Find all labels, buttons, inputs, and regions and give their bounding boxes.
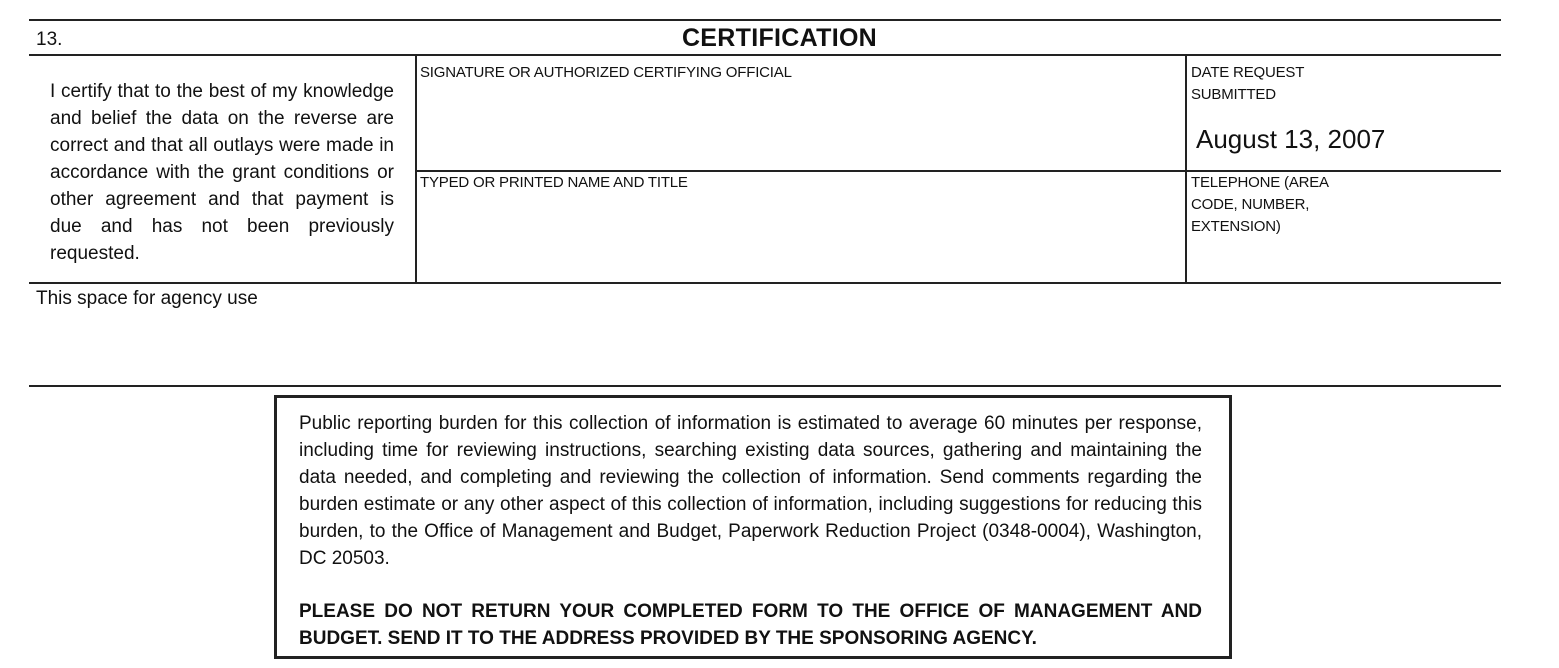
burden-statement: Public reporting burden for this collection of information is estimated to average 60 minutes per response, including time for reviewing instructions, searching existing data sources, gathering and maintaining the data needed, and completing and reviewing the collection of information. Send comments regarding the burden estimate or any other aspect of this collection of information, including suggestions for reducing this burden, to the Office of Management and Budget, Paperwork Reduction Project (0348-0004), Washington, DC 20503.	[299, 413, 1202, 569]
name-title-field[interactable]	[418, 196, 1183, 280]
date-field-label	[1191, 62, 1304, 106]
section-title: CERTIFICATION	[681, 24, 878, 52]
date-label-line1: DATE REQUEST	[1191, 64, 1305, 81]
section-number: 13.	[36, 29, 63, 50]
top-rule	[29, 19, 1501, 21]
agency-bottom-rule	[29, 385, 1501, 387]
date-column-divider	[1185, 54, 1187, 284]
telephone-label-line3: EXTENSION)	[1191, 218, 1281, 235]
name-title-field-label: TYPED OR PRINTED NAME AND TITLE	[420, 174, 688, 191]
date-submitted-value[interactable]: August 13, 2007	[1196, 124, 1386, 154]
certification-statement: I certify that to the best of my knowledge and belief the data on the reverse are correct and that all outlays were made in accordance with the grant conditions or other agreement and that payment is due and has not been previously requested.	[50, 81, 394, 264]
signature-field[interactable]	[418, 86, 1183, 168]
telephone-label-line2: CODE, NUMBER,	[1191, 196, 1310, 213]
agency-use-label: This space for agency use	[36, 288, 258, 309]
telephone-field-label	[1191, 172, 1329, 238]
telephone-field[interactable]	[1188, 238, 1500, 280]
return-warning: PLEASE DO NOT RETURN YOUR COMPLETED FORM TO THE OFFICE OF MANAGEMENT AND BUDGET. SEND IT TO THE ADDRESS PROVIDED BY THE SPONSORING AGENCY.	[299, 601, 1202, 649]
signature-field-label: SIGNATURE OR AUTHORIZED CERTIFYING OFFICIAL	[420, 64, 792, 81]
telephone-label-line1: TELEPHONE (AREA	[1191, 174, 1329, 191]
date-label-line2: SUBMITTED	[1191, 86, 1276, 103]
statement-column-divider	[415, 54, 417, 284]
header-bottom-rule	[29, 54, 1501, 56]
burden-notice-box	[274, 395, 1232, 659]
certification-bottom-rule	[29, 282, 1501, 284]
